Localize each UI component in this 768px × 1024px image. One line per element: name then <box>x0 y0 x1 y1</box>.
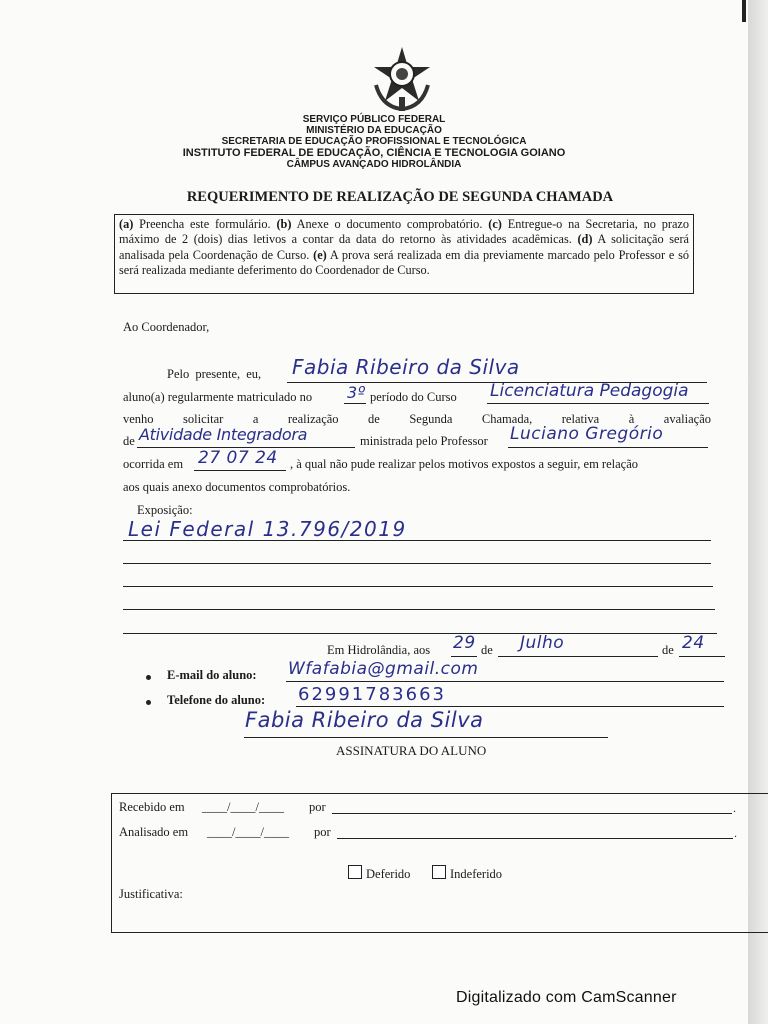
ministrada-label: ministrada pelo Professor <box>360 434 488 448</box>
professor-value: Luciano Gregório <box>510 424 664 444</box>
exposicao-label: Exposição: <box>137 503 193 517</box>
email-line <box>286 681 724 682</box>
camscanner-watermark: Digitalizado com CamScanner <box>456 989 677 1006</box>
recebido-date-blanks: ____/____/____ <box>202 800 284 814</box>
email-label: E-mail do aluno: <box>167 668 257 682</box>
scan-mark <box>742 0 746 22</box>
em-hidrolandia-label: Em Hidrolândia, aos <box>327 643 431 657</box>
de-2-label: de <box>662 643 674 657</box>
deferido-option <box>348 865 410 882</box>
telefone-bullet <box>146 700 151 705</box>
ocorrida-label: ocorrida em <box>123 457 184 471</box>
instr-a-text: Preencha este formulário. <box>133 217 277 231</box>
data-ocorrida-value: 27 07 24 <box>198 448 278 468</box>
matriculado-label: aluno(a) regularmente matriculado no <box>123 390 313 404</box>
venho-solicitar-text: venho solicitar a realização de Segunda Chamada, relativa à avaliação <box>123 412 711 426</box>
analisado-por-label: por <box>314 825 331 839</box>
professor-line <box>508 447 708 448</box>
deferido-checkbox <box>348 865 362 879</box>
exposicao-line-5 <box>123 633 717 634</box>
mes-line <box>498 656 658 657</box>
dia-line <box>451 656 477 657</box>
periodo-curso-label: período do Curso <box>370 390 457 404</box>
exposicao-value: Lei Federal 13.796/2019 <box>128 517 407 541</box>
email-bullet <box>146 675 151 680</box>
instr-d-label: (d) <box>577 232 593 247</box>
instr-d-text: A solicitação será analisada pela Coordenação de Curso. <box>119 232 690 262</box>
exposicao-line-4 <box>123 609 715 610</box>
student-signature: Fabia Ribeiro da Silva <box>245 708 484 732</box>
header-line-2: MINISTÉRIO DA EDUCAÇÃO <box>306 125 442 136</box>
curso-value: Licenciatura Pedagogia <box>490 381 689 401</box>
telefone-label: Telefone do aluno: <box>167 693 266 707</box>
avaliacao-value: Atividade Integradora <box>139 425 308 444</box>
curso-line <box>487 403 709 404</box>
instructions-box <box>114 214 694 294</box>
instr-b-label: (b) <box>276 217 292 231</box>
indeferido-checkbox <box>432 865 446 879</box>
instr-e-label: (e) <box>313 247 327 262</box>
ano-value: 24 <box>682 633 705 653</box>
recebido-por-label: por <box>309 800 326 814</box>
analisado-period: . <box>734 826 737 840</box>
recebido-period: . <box>733 801 736 815</box>
de-label: de <box>123 434 135 448</box>
periodo-line <box>344 403 366 404</box>
assinatura-label: ASSINATURA DO ALUNO <box>336 743 487 758</box>
instr-c-label: (c) <box>488 217 502 231</box>
deferido-label: Deferido <box>366 867 411 881</box>
header-line-5: CÂMPUS AVANÇADO HIDROLÂNDIA <box>286 159 462 170</box>
signature-line <box>244 737 608 738</box>
email-value: Wfafabia@gmail.com <box>288 659 479 679</box>
exposicao-line-2 <box>123 563 711 564</box>
ano-line <box>679 656 725 657</box>
student-name: Fabia Ribeiro da Silva <box>292 355 520 379</box>
header-line-3: SECRETARIA DE EDUCAÇÃO PROFISSIONAL E TECNOLÓGICA <box>221 136 527 147</box>
brasao-emblem <box>368 45 436 113</box>
dia-value: 29 <box>453 633 476 653</box>
recebido-por-line <box>332 813 732 814</box>
instr-a-label: (a) <box>119 217 134 231</box>
de-1-label: de <box>481 643 493 657</box>
pelo-presente-label: Pelo presente, eu, <box>167 367 262 381</box>
anexo-text: aos quais anexo documentos comprobatórios. <box>123 480 351 494</box>
indeferido-option <box>432 865 502 882</box>
exposicao-line-3 <box>123 586 713 587</box>
exposicao-line-1 <box>123 540 711 541</box>
periodo-value: 3º <box>347 383 366 402</box>
header-line-4: INSTITUTO FEDERAL DE EDUCAÇÃO, CIÊNCIA E TECNOLOGIA GOIANO <box>182 147 566 159</box>
analisado-por-line <box>337 838 733 839</box>
motivo-text: , à qual não pude realizar pelos motivos expostos a seguir, em relação <box>290 457 638 471</box>
greeting: Ao Coordenador, <box>123 320 210 334</box>
mes-value: Julho <box>520 633 565 653</box>
analisado-label: Analisado em <box>119 825 189 839</box>
instr-b-text: Anexe o documento comprobatório. <box>291 217 489 231</box>
form-title: REQUERIMENTO DE REALIZAÇÃO DE SEGUNDA CHAMADA <box>186 189 614 205</box>
justificativa-label: Justificativa: <box>119 887 183 901</box>
indeferido-label: Indeferido <box>450 867 503 881</box>
instr-e-text: A prova será realizada em dia previamente marcado pelo Professor e só será realizada mediante deferimento do Coordenador de Curso. <box>119 247 690 277</box>
header-line-1: SERVIÇO PÚBLICO FEDERAL <box>302 114 446 125</box>
telefone-value: 62991783663 <box>298 684 446 705</box>
instr-c-text: Entregue-o na Secretaria, no prazo máximo de 2 (dois) dias letivos a contar da data do retorno às atividades acadêmicas. <box>119 217 690 247</box>
recebido-label: Recebido em <box>119 800 185 814</box>
data-line <box>194 470 286 471</box>
telefone-line <box>296 706 724 707</box>
analisado-date-blanks: ____/____/____ <box>207 825 289 839</box>
